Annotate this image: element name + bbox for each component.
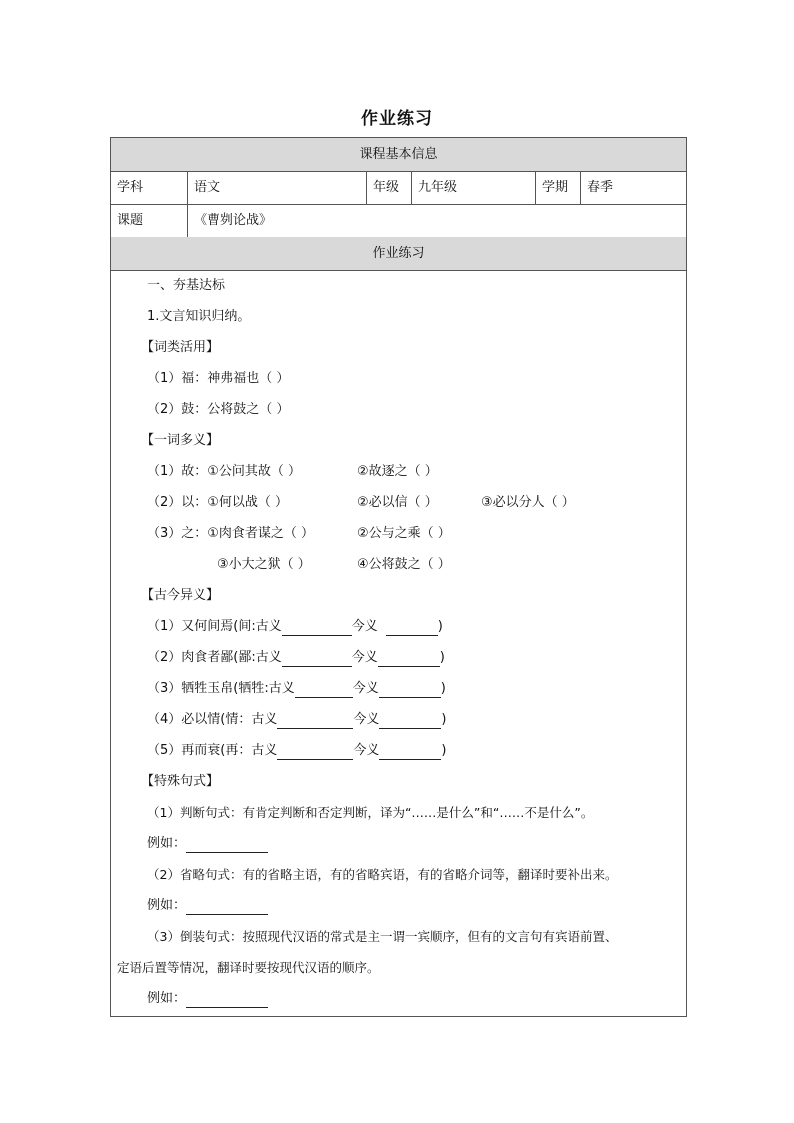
modern-label: 今义 [353, 712, 380, 727]
answer-blank[interactable] [379, 714, 441, 729]
subject-value: 语文 [188, 171, 367, 204]
answer-blank[interactable] [386, 621, 438, 636]
close-paren: ) [440, 681, 446, 696]
answer-blank[interactable] [282, 621, 352, 636]
close-paren: ) [437, 619, 443, 634]
word-class-item-2: （2）鼓：公将鼓之（ ） [147, 402, 290, 417]
answer-blank[interactable] [186, 993, 268, 1008]
answer-blank[interactable] [295, 683, 353, 698]
grade-label: 年级 [367, 171, 412, 204]
answer-blank[interactable] [378, 652, 440, 667]
homework-table [110, 137, 687, 1017]
part-heading: 一、夯基达标 [147, 278, 226, 293]
question-1: 1.文言知识归纳。 [147, 309, 251, 324]
example-2 [147, 897, 268, 915]
heading-word-class: 【词类活用】 [141, 340, 220, 355]
item-text: （4）必以情(情：古义 [147, 712, 278, 727]
answer-blank[interactable] [277, 714, 353, 729]
modern-label: 今义 [353, 743, 380, 758]
close-paren: ) [441, 712, 447, 727]
answer-blank[interactable] [282, 652, 352, 667]
word-class-item-1: （1）福：神弗福也（ ） [147, 371, 290, 386]
ancient-modern-item-1 [147, 618, 443, 636]
example-label: 例如： [147, 991, 187, 1006]
answer-blank[interactable] [379, 745, 441, 760]
answer-blank[interactable] [277, 745, 353, 760]
polysemy-3c: ③小大之狱（ ） [217, 557, 311, 572]
topic-label: 课题 [111, 204, 188, 237]
topic-value: 《曹刿论战》 [194, 213, 273, 228]
info-row-topic [111, 204, 686, 238]
item-text: （3）牺牲玉帛(牺牲:古义 [147, 681, 295, 696]
heading-ancient-modern: 【古今异义】 [141, 588, 220, 603]
heading-polysemy: 【一词多义】 [141, 433, 220, 448]
special-item-3: （3）倒装句式：按照现代汉语的常式是主一谓一宾顺序，但有的文言句有宾语前置、 [147, 929, 618, 944]
page-title: 作业练习 [361, 109, 433, 129]
polysemy-3a: （3）之：①肉食者谋之（ ） [147, 526, 315, 541]
subject-label: 学科 [111, 171, 188, 204]
section-header-homework: 作业练习 [111, 237, 686, 271]
special-item-1: （1）判断句式：有肯定判断和否定判断，译为“……是什么”和“……不是什么”。 [147, 805, 594, 820]
polysemy-3b: ②公与之乘（ ） [357, 526, 451, 541]
polysemy-3d: ④公将鼓之（ ） [357, 557, 451, 572]
special-item-2: （2）省略句式：有的省略主语，有的省略宾语，有的省略介词等，翻译时要补出来。 [147, 867, 618, 882]
close-paren: ) [439, 650, 445, 665]
ancient-modern-item-2 [147, 649, 445, 667]
ancient-modern-item-4 [147, 711, 446, 729]
answer-blank[interactable] [379, 683, 441, 698]
example-label: 例如： [147, 836, 187, 851]
polysemy-2a: （2）以：①何以战（ ） [147, 495, 289, 510]
heading-special-sentence: 【特殊句式】 [141, 774, 220, 789]
example-3 [147, 990, 268, 1008]
term-label: 学期 [536, 171, 581, 204]
item-text: （1）又何间焉(间:古义 [147, 619, 282, 634]
modern-label: 今义 [351, 619, 378, 634]
polysemy-2b: ②必以信（ ） [357, 495, 438, 510]
modern-label: 今义 [352, 681, 379, 696]
info-row-subject [111, 171, 686, 205]
polysemy-2c: ③必以分人（ ） [481, 495, 575, 510]
ancient-modern-item-3 [147, 680, 446, 698]
polysemy-1b: ②故逐之（ ） [357, 464, 438, 479]
section-header-basic-info: 课程基本信息 [111, 138, 686, 172]
item-text: （2）肉食者鄙(鄙:古义 [147, 650, 282, 665]
ancient-modern-item-5 [147, 742, 446, 760]
answer-blank[interactable] [186, 900, 268, 915]
answer-blank[interactable] [186, 838, 268, 853]
example-label: 例如： [147, 898, 187, 913]
modern-label: 今义 [351, 650, 378, 665]
example-1 [147, 835, 268, 853]
polysemy-1a: （1）故：①公问其故（ ） [147, 464, 302, 479]
term-value: 春季 [587, 180, 614, 195]
special-item-3-cont: 定语后置等情况，翻译时要按现代汉语的顺序。 [117, 960, 380, 975]
close-paren: ) [441, 743, 447, 758]
grade-value: 九年级 [412, 171, 536, 204]
item-text: （5）再而衰(再：古义 [147, 743, 278, 758]
